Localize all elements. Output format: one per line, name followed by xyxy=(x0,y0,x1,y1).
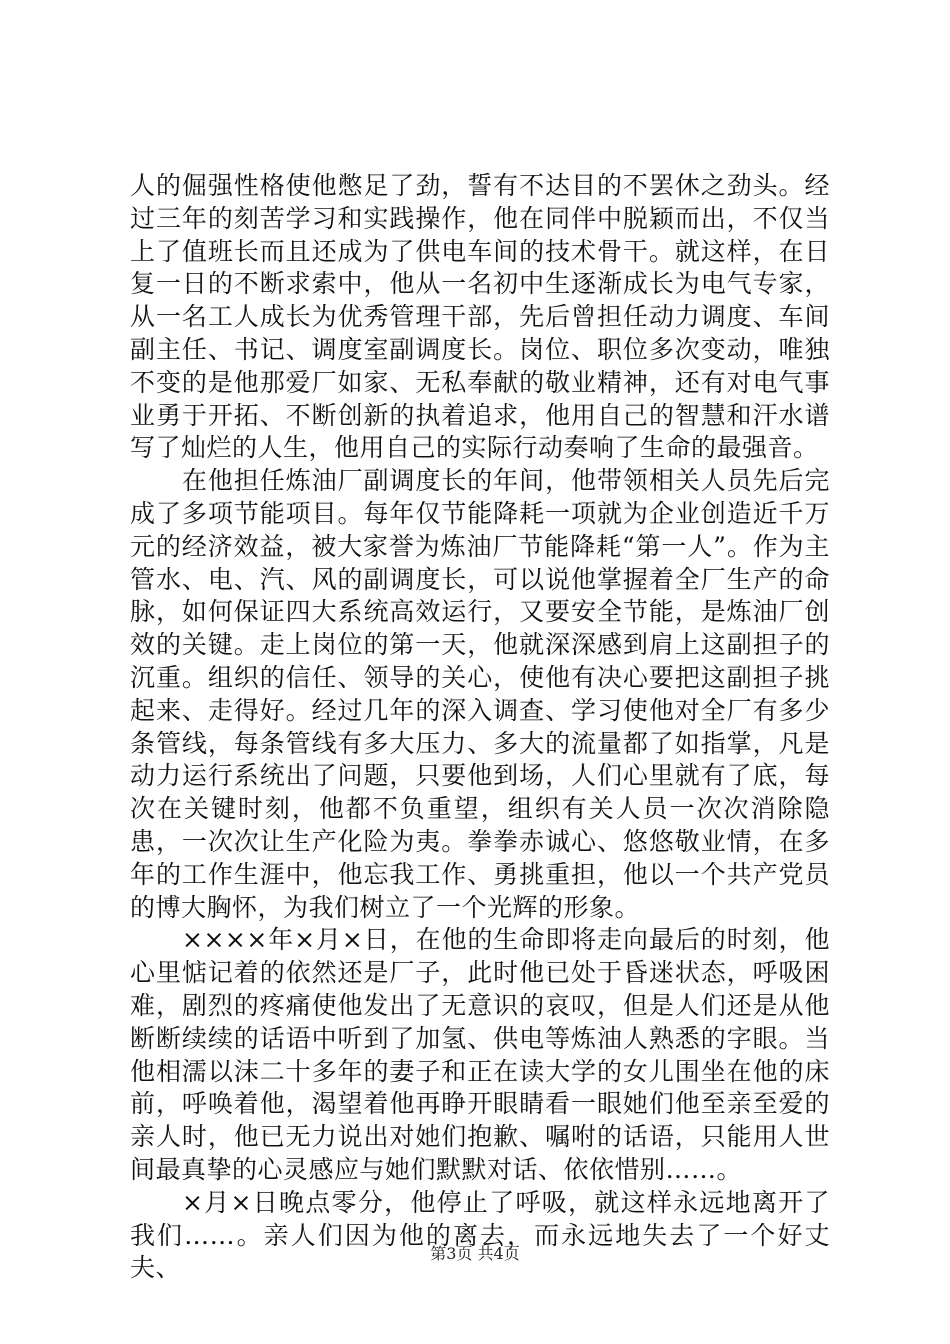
paragraph-2: 在他担任炼油厂副调度长的年间，他带领相关人员先后完成了多项节能项目。每年仅节能降耗一项就为企业创造近千万元的经济效益，被大家誉为炼油厂节能降耗“第一人”。作为主管水、电、汽、风的副调度长，可以说他掌握着全厂生产的命脉，如何保证四大系统高效运行，又要安全节能，是炼油厂创效的关键。走上岗位的第一天，他就深深感到肩上这副担子的沉重。组织的信任、领导的关心，使他有决心要把这副担子挑起来、走得好。经过几年的深入调查、学习使他对全厂有多少条管线，每条管线有多大压力、多大的流量都了如指掌，凡是动力运行系统出了问题，只要他到场，人们心里就有了底，每次在关键时刻，他都不负重望，组织有关人员一次次消除隐患，一次次让生产化险为夷。拳拳赤诚心、悠悠敬业情，在多年的工作生涯中，他忘我工作、勇挑重担，他以一个共产党员的博大胸怀，为我们树立了一个光辉的形象。 xyxy=(130,466,830,922)
document-body xyxy=(130,170,830,1285)
paragraph-4: ×月×日晚点零分，他停止了呼吸，就这样永远地离开了我们……。亲人们因为他的离去，而永远地失去了一个好丈夫、 xyxy=(130,1187,830,1283)
page-number-footer: 第3页 共4页 xyxy=(430,1244,520,1263)
paragraph-1: 人的倔强性格使他憋足了劲，誓有不达目的不罢休之劲头。经过三年的刻苦学习和实践操作，他在同伴中脱颖而出，不仅当上了值班长而且还成为了供电车间的技术骨干。就这样，在日复一日的不断求索中，他从一名初中生逐渐成长为电气专家，从一名工人成长为优秀管理干部，先后曾担任动力调度、车间副主任、书记、调度室副调度长。岗位、职位多次变动，唯独不变的是他那爱厂如家、无私奉献的敬业精神，还有对电气事业勇于开拓、不断创新的执着追求，他用自己的智慧和汗水谱写了灿烂的人生，他用自己的实际行动奏响了生命的最强音。 xyxy=(130,171,830,463)
paragraph-3: ××××年×月×日，在他的生命即将走向最后的时刻，他心里惦记着的依然还是厂子，此时他已处于昏迷状态，呼吸困难，剧烈的疼痛使他发出了无意识的哀叹，但是人们还是从他断断续续的话语中听到了加氢、供电等炼油人熟悉的字眼。当他相濡以沫二十多年的妻子和正在读大学的女儿围坐在他的床前，呼唤着他，渴望着他再睁开眼睛看一眼她们他至亲至爱的亲人时，他已无力说出对她们抱歉、嘱咐的话语，只能用人世间最真挚的心灵感应与她们默默对话、依依惜别……。 xyxy=(130,925,830,1184)
